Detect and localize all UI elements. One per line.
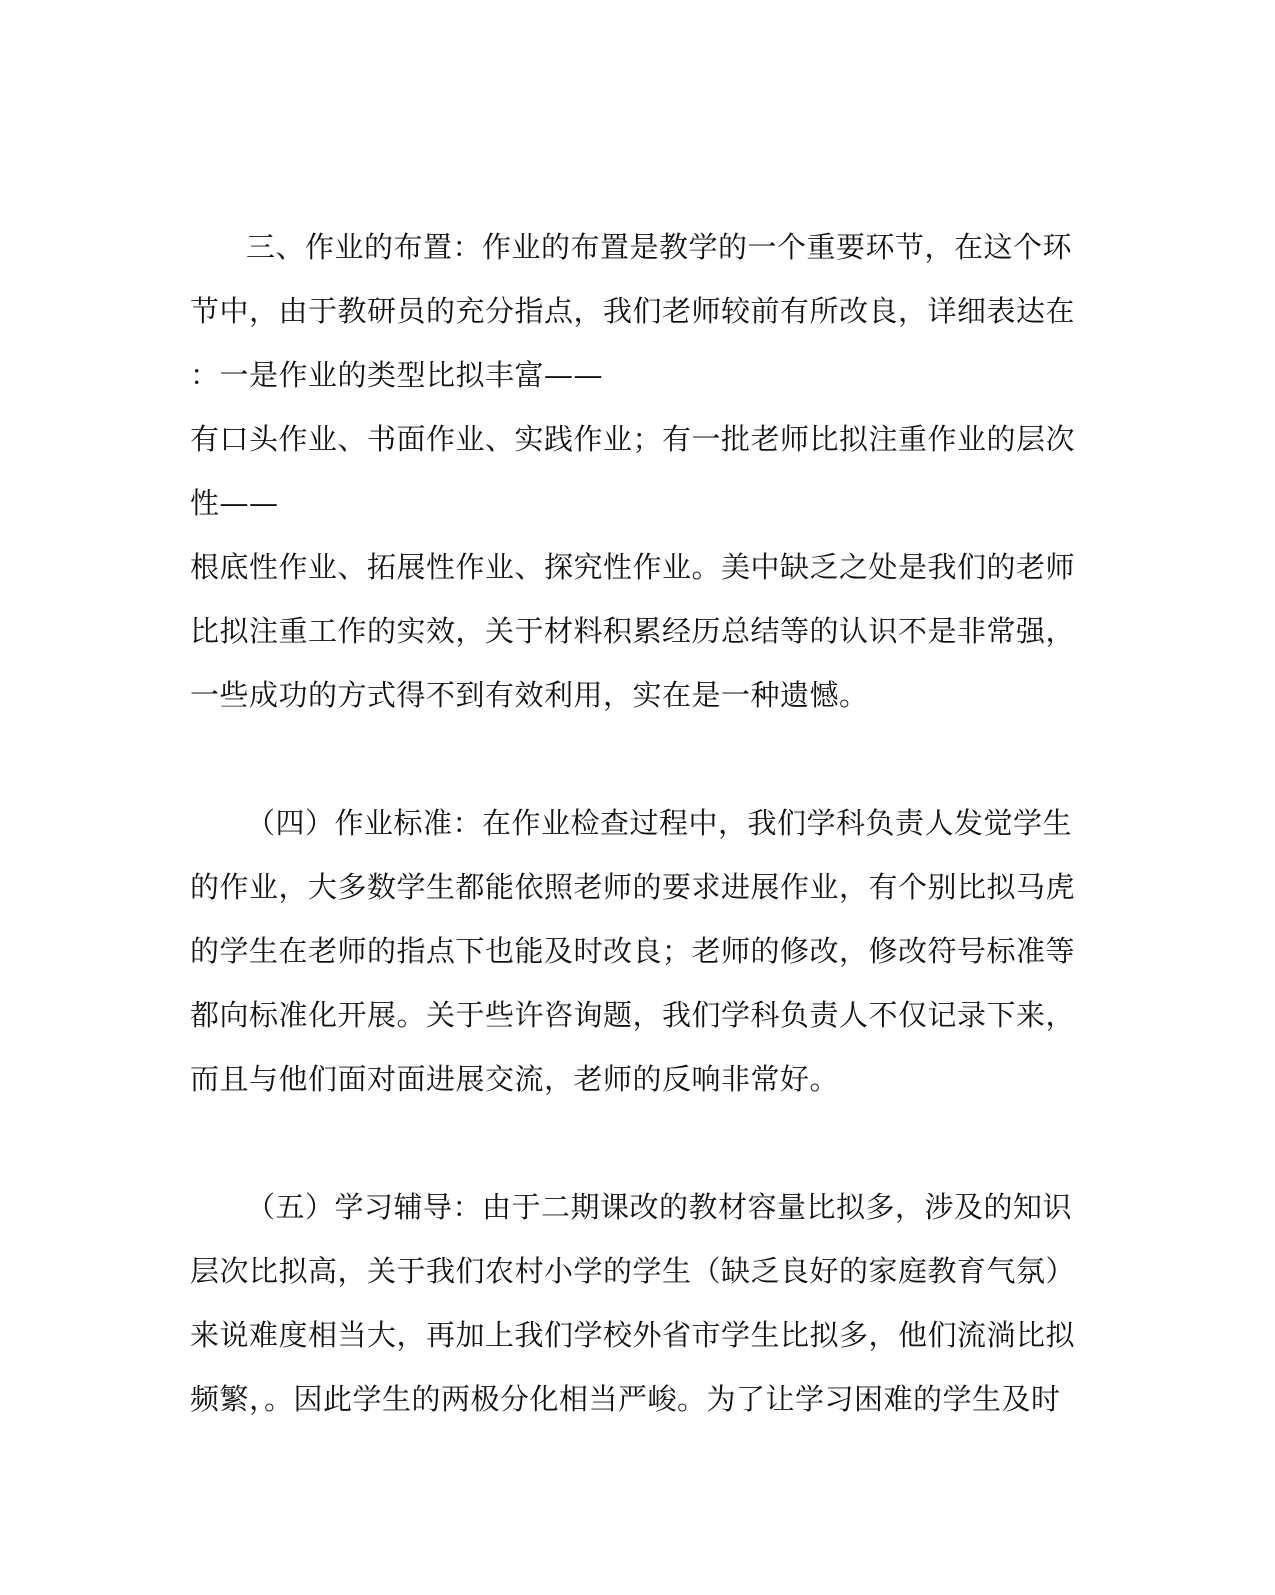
paragraph-3-line-3: 来说难度相当大，再加上我们学校外省市学生比拟多，他们流淌比拟 — [190, 1318, 1076, 1352]
paragraph-1-line-6: 根底性作业、拓展性作业、探究性作业。美中缺乏之处是我们的老师 — [190, 550, 1076, 584]
paragraph-2-line-2: 的作业，大多数学生都能依照老师的要求进展作业，有个别比拟马虎 — [190, 870, 1076, 904]
paragraph-1-line-1: 三、作业的布置：作业的布置是教学的一个重要环节，在这个环 — [246, 230, 1073, 264]
paragraph-3-line-2: 层次比拟高，关于我们农村小学的学生（缺乏良好的家庭教育气氛） — [190, 1254, 1076, 1288]
paragraph-2-line-3: 的学生在老师的指点下也能及时改良；老师的修改，修改符号标准等 — [190, 934, 1076, 968]
paragraph-1-line-2: 节中，由于教研员的充分指点，我们老师较前有所改良，详细表达在 — [190, 294, 1076, 328]
paragraph-1-line-8: 一些成功的方式得不到有效利用，实在是一种遗憾。 — [190, 678, 869, 712]
paragraph-3-line-1: （五）学习辅导：由于二期课改的教材容量比拟多，涉及的知识 — [246, 1190, 1073, 1224]
paragraph-1-line-7: 比拟注重工作的实效，关于材料积累经历总结等的认识不是非常强， — [190, 614, 1076, 648]
paragraph-3-line-4: 频繁，。因此学生的两极分化相当严峻。为了让学习困难的学生及时 — [190, 1382, 1061, 1416]
paragraph-2-line-4: 都向标准化开展。关于些许咨询题，我们学科负责人不仅记录下来， — [190, 998, 1076, 1032]
paragraph-1-line-5: 性—— — [190, 486, 279, 520]
paragraph-1-line-3: ：一是作业的类型比拟丰富—— — [190, 358, 604, 392]
paragraph-2-line-5: 而且与他们面对面进展交流，老师的反响非常好。 — [190, 1062, 840, 1096]
paragraph-1-line-4: 有口头作业、书面作业、实践作业；有一批老师比拟注重作业的层次 — [190, 422, 1076, 456]
paragraph-2-line-1: （四）作业标准：在作业检查过程中，我们学科负责人发觉学生 — [246, 806, 1073, 840]
